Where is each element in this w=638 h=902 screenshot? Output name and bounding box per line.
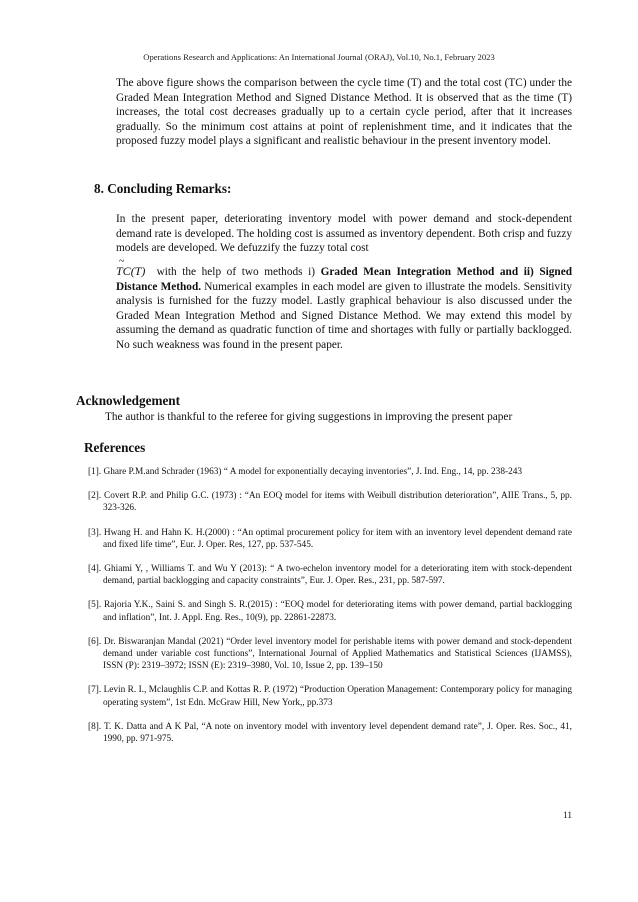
running-header: Operations Research and Applications: An International Journal (ORAJ), Vol.10, No.1, February 2023: [143, 52, 495, 62]
reference-item: [2]. Covert R.P. and Philip G.C. (1973) : “An EOQ model for items with Weibull distribution deterioration”, AIIE Trans., 5, pp. 323-326.: [88, 491, 572, 514]
math-tc: TC: [116, 264, 131, 278]
acknowledgement-heading: Acknowledgement: [76, 393, 181, 408]
references-list: [88, 466, 572, 757]
reference-item: [5]. Rajoria Y.K., Saini S. and Singh S. R.(2015) : “EOQ model for deteriorating items with power demand, partial backlogging and inflation”, Int. J. Appl. Eng. Res., 10(9), pp. 22861-22873.: [88, 600, 572, 623]
reference-item: [7]. Levin R. I., Mclaughlis C.P. and Kottas R. P. (1972) “Production Operation Management: Contemporary policy for managing operating system”, 1st Edn. McGraw Hill, New York,, pp.373: [88, 685, 572, 708]
results-paragraph: The above figure shows the comparison between the cycle time (T) and the total cost (TC) under the Graded Mean Integration Method and Signed Distance Method. It is observed that as the time (T) increases, the total cost decreases gradually up to a certain cycle period, after that it increases gradually. So the minimum cost attains at point of replenishment time, and it indicates that the proposed fuzzy model plays a significant and realistic behaviour in the present inventory model.: [116, 77, 572, 148]
conclusion-paragraph-continued: [116, 256, 573, 353]
math-tilde: ~: [119, 256, 125, 267]
conclusion-rest-text: Numerical examples in each model are given to illustrate the models. Sensitivity analysis is furnished for the fuzzy model. Lastly graphical behaviour is also discussed under the Graded Mean Integration Method and Signed Distance Method. We may extend this model by assuming the demand as quadratic function of time and shortages with fully or partially backlogged. No such weakness was found in the present paper.: [116, 280, 573, 351]
reference-item: [8]. T. K. Datta and A K Pal, “A note on inventory model with inventory level dependent demand rate”, J. Oper. Res. Soc., 41, 1990, pp. 971-975.: [88, 721, 572, 745]
conclusion-paragraph: In the present paper, deteriorating inventory model with power demand and stock-dependent demand rate is developed. The holding cost is assumed as inventory dependent. Both crisp and fuzzy models are developed. We defuzzify the fuzzy total cost: [116, 213, 572, 255]
reference-item: [4]. Ghiami Y, , Williams T. and Wu Y (2013): “ A two-echelon inventory model for a deteriorating item with stock-dependent demand, partial backlogging and capacity constraints”, Eur. J. Oper. Res., 231, pp. 587-597.: [88, 564, 572, 587]
references-heading: References: [84, 440, 146, 455]
section-heading-concluding-remarks: 8. Concluding Remarks:: [94, 181, 232, 196]
page-number: 11: [563, 811, 572, 821]
math-total-cost: [116, 256, 146, 278]
reference-item: [6]. Dr. Biswaranjan Mandal (2021) “Order level inventory model for perishable items with power demand and stock-dependent demand under variable cost functions”, International Journal of Applied Mathematics and Statistical Sciences (IJAMSS), ISSN (P): 2319–3972; ISSN (E): 2319–3980, Vol. 10, Issue 2, pp. 139–150: [88, 636, 572, 672]
conclusion-lead-text: with the help of two methods i): [156, 266, 316, 278]
reference-item: [3]. Hwang H. and Hahn K. H.(2000) : “An optimal procurement policy for item with an inventory level dependent demand rate and fixed life time”, Eur. J. Oper. Res, 127, pp. 537-545.: [88, 527, 572, 550]
acknowledgement-text: The author is thankful to the referee for giving suggestions in improving the present paper: [105, 411, 513, 423]
reference-item: [1]. Ghare P.M.and Schrader (1963) “ A model for exponentially decaying inventories”, J. Ind. Eng., 14, pp. 238-243: [88, 467, 523, 477]
conclusion-methods-bold: Graded Mean Integration Method and ii) Signed Distance Method.: [116, 266, 572, 293]
math-t: (T): [130, 264, 146, 278]
